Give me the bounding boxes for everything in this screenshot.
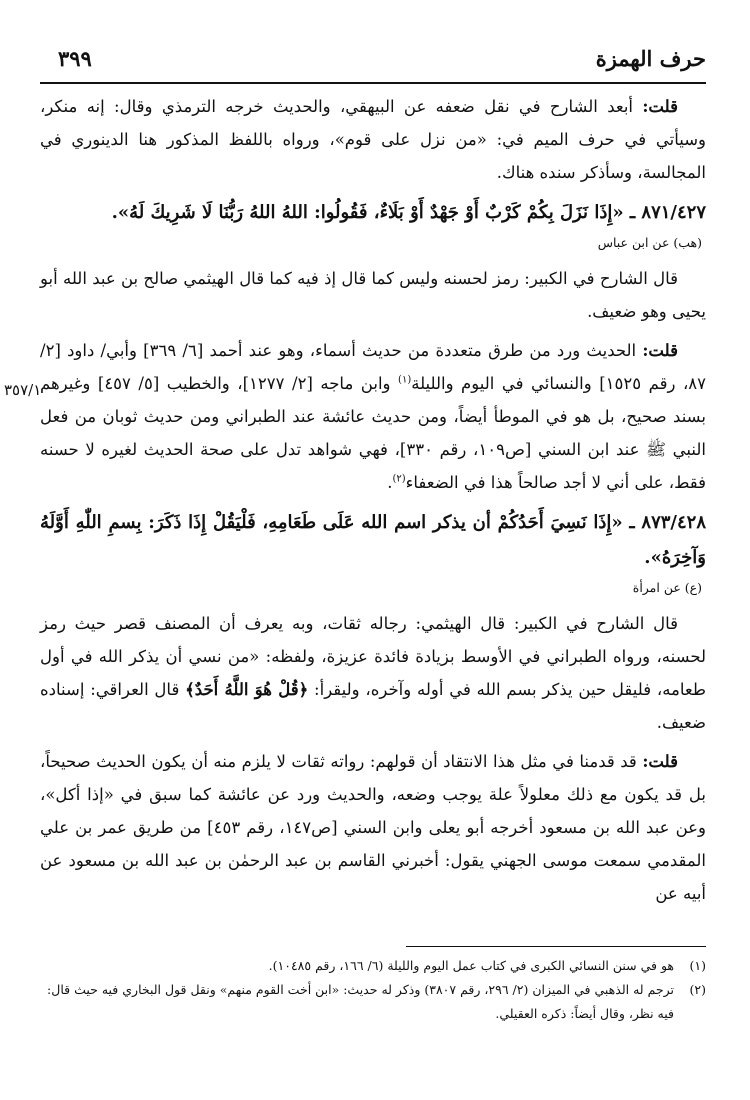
paragraph-text: قد قدمنا في مثل هذا الانتقاد أن قولهم: رواته ثقات لا يلزم منه أن يكون الحديث صحيحاً، بل قد يكون مع ذلك معلولاً علة يوجب وضعه، والحديث ورد عن عائشة كما سبق في «إذا أكل»، وعن عبد الله بن مسعود أخرجه أبو يعلى وابن السني [ص١٤٧، رقم ٤٥٣] من طريق عمر بن علي المقدمي سمعت موسى الجهني يقول: أخبرني القاسم بن عبد الرحمٰن بن عبد الله بن مسعود عن أبيه عن [40, 752, 706, 903]
hadith-source: (هب) عن ابن عباس [597, 235, 702, 250]
hadith-428: ٨٧٣/٤٢٨ ـ «إِذَا نَسِيَ أَحَدُكُمْ أن يذكر اسم الله عَلَى طَعَامِهِ، فَلْيَقُلْ إِذَا ذَكَرَ: بِسمِ اللّٰهِ أَوَّلَهُ وَآخِرَهُ». [40, 512, 706, 568]
footnote-2 [40, 978, 706, 1026]
footnote-number: (١) [689, 958, 706, 973]
header-rule [40, 82, 706, 84]
paragraph-text: . [387, 473, 393, 492]
page-header [40, 42, 706, 78]
commentary-paragraph-4 [40, 607, 706, 739]
footnote-1 [40, 954, 706, 978]
footnote-rule [406, 946, 706, 947]
footnotes [40, 954, 706, 1026]
footnote-number: (٢) [689, 982, 706, 997]
hadith-427: ٨٧١/٤٢٧ ـ «إِذَا نَزَلَ بِكُمْ كَرْبٌ أَوْ جَهْدٌ أَوْ بَلَاءٌ، فَقُولُوا: اللهُ اللهُ رَبُّنَا لَا شَرِيكَ لَهُ». [111, 202, 706, 223]
footnote-text: هو في سنن النسائي الكبرى في كتاب عمل اليوم والليلة (٦/ ١٦٦، رقم ١٠٤٨٥). [268, 958, 674, 973]
paragraph-text: وابن ماجه [٢/ ١٢٧٧]، والخطيب [٥/ ٤٥٧] وغيرهم بسند صحيح، بل هو في الموطأ أيضاً، ومن حديث عائشة عند الطبراني ومن حديث ثوبان من فعل النبي ﷺ عند ابن السني [ص١٠٩، رقم ٣٣٠]، فهي شواهد تدل على صحة الحديث لغيره لا حسنه فقط، على أني لا أجد صالحاً هذا في الضعفاء [40, 374, 707, 492]
hadith-source: (ع) عن امرأة [632, 580, 702, 595]
qultu-label: قلت: [642, 341, 678, 360]
paragraph-text: الحديث ورد من طرق متعددة من حديث أسماء، وهو عند أحمد [٦/ ٣٦٩] وأبي/ داود [٢/ ٨٧، رقم ١٥٢٥] والنسائي في اليوم والليلة [40, 341, 707, 393]
running-title: حرف الهمزة [595, 46, 706, 71]
margin-volume-reference: ٣٥٧/١ [4, 381, 42, 399]
paragraph-text: أبعد الشارح في نقل ضعفه عن البيهقي، والحديث خرجه الترمذي وقال: إنه منكر، وسيأتي في حرف الميم في: «من نزل على قوم»، ورواه باللفظ المذكور هنا الدينوري في المجالسة، وسأذكر سنده هناك. [40, 97, 706, 182]
book-page [4, 0, 707, 1100]
commentary-paragraph-1 [40, 90, 706, 189]
page-number: ٣٩٩ [58, 46, 92, 71]
footnote-marker-1[interactable]: (١) [398, 374, 412, 386]
main-text [40, 90, 706, 910]
footnote-text: ترجم له الذهبي في الميزان (٢/ ٢٩٦، رقم ٣٨٠٧) وذكر له حديث: «ابن أخت القوم منهم» ونقل قول البخاري فيه حيث قال: فيه نظر، وقال أيضاً: ذكره العقيلي. [47, 982, 674, 1021]
quran-verse: ﴿قُلْ هُوَ اللَّهُ أَحَدٌ﴾ [185, 680, 309, 699]
commentary-paragraph-3 [40, 334, 706, 499]
qultu-label: قلت: [642, 97, 678, 116]
commentary-paragraph-2: قال الشارح في الكبير: رمز لحسنه وليس كما قال إذ فيه كما قال الهيثمي صالح بن عبد الله أبو يحيى وهو ضعيف. [40, 269, 706, 321]
paragraph-text: قال الشارح في الكبير: قال الهيثمي: رجاله ثقات، وبه يعرف أن المصنف قصر حيث رمز لحسنه، ورواه الطبراني في الأوسط بزيادة فائدة عزيزة، ولفظه: «من نسي أن يذكر الله في أول طعامه، فليقل حين يذكر بسم الله في أوله وآخره، وليقرأ: [40, 614, 707, 699]
footnote-marker-2[interactable]: (٢) [392, 473, 406, 485]
paragraph-text: قال العراقي: إسناده ضعيف. [40, 680, 706, 732]
commentary-paragraph-5 [40, 745, 706, 910]
qultu-label: قلت: [642, 752, 678, 771]
